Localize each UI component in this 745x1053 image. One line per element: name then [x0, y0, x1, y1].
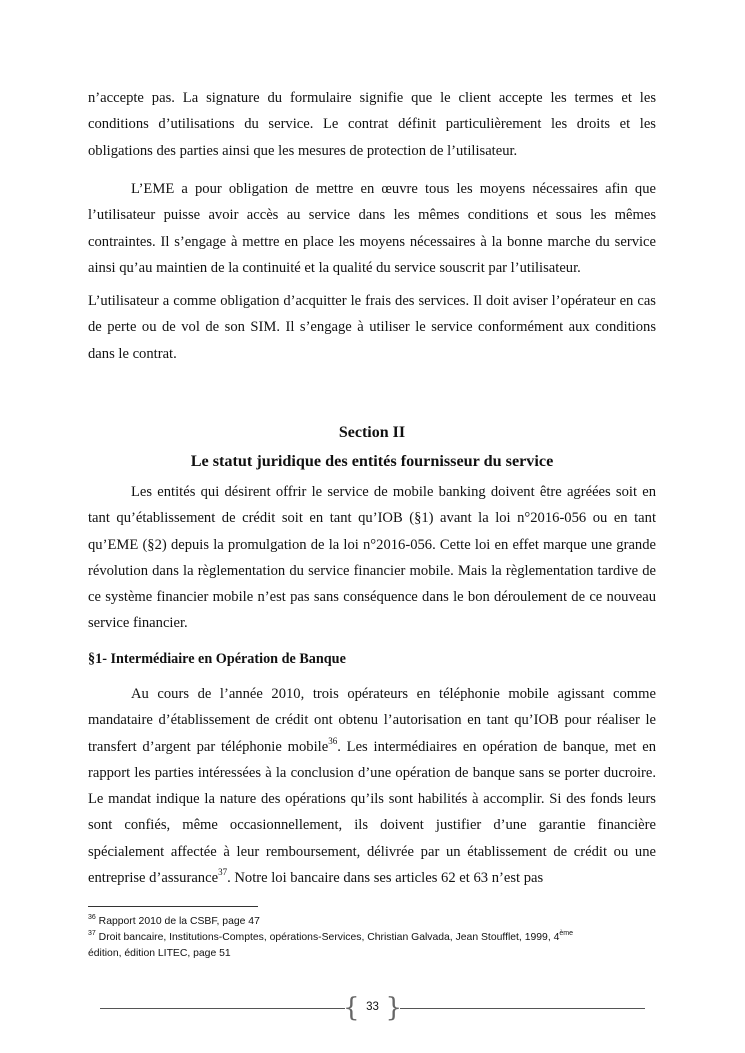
section-title: Le statut juridique des entités fournisseur du service	[190, 452, 554, 470]
footnote-separator	[88, 906, 258, 907]
paragraph-text-part: Au cours de l’année 2010, trois opérateurs en téléphonie mobile agissant comme mandataire d’établissement de crédit ont obtenu l’autorisation en tant qu’IOB pour réaliser le transfert d’argent par téléphonie mobile	[88, 686, 656, 755]
footnote-37	[88, 930, 648, 962]
paragraph-user-obligations	[88, 288, 656, 367]
footnote-text: Rapport 2010 de la CSBF, page 47	[95, 916, 260, 927]
subsection-title: §1- Intermédiaire en Opération de Banque	[88, 651, 346, 667]
paragraph-text	[88, 681, 656, 891]
right-brace-icon: }	[385, 993, 402, 1023]
footnote-text: édition, édition LITEC, page 51	[88, 948, 231, 959]
left-brace-icon: {	[343, 993, 360, 1023]
footnote-number: 37	[88, 929, 96, 937]
footnote-reference[interactable]: 36	[328, 735, 338, 746]
page-number: 33	[366, 1001, 379, 1013]
footnote-ordinal-suffix: ème	[559, 929, 574, 937]
paragraph-text: Les entités qui désirent offrir le service de mobile banking doivent être agréées soit en tant qu’établissement de crédit soit en tant qu’IOB (§1) avant la loi n°2016-056 ou en tant qu’EME (§2) depuis la promulgation de la loi n°2016-056. Cette loi en effet marque une grande révolution dans la règlementation du service financier mobile. Mais la règlementation tardive de ce système financier mobile n’est pas sans conséquence dans le bon déroulement de ce nouveau service financier.	[88, 484, 656, 632]
paragraph-text-part: . Les intermédiaires en opération de banque, met en rapport les parties intéressées à la conclusion d’une opération de banque sans se porter ducroire. Le mandat indique la nature des opérations qu’ils sont habilités à accomplir. Si des fonds leurs sont confiés, même occasionnellement, ils doivent justifier d’une garantie financière spécialement affectée à leur remboursement, délivrée par un établissement de crédit ou une entreprise d’assurance	[88, 738, 656, 887]
footnote-reference[interactable]: 37	[218, 867, 228, 878]
paragraph-contract-terms	[88, 85, 656, 164]
paragraph-eme-obligations	[88, 176, 656, 281]
page-footer	[100, 995, 645, 1023]
paragraph-iob	[88, 681, 656, 891]
section-number: Section II	[338, 424, 406, 441]
footnote-number: 36	[88, 913, 96, 921]
paragraph-text: n’accepte pas. La signature du formulaire signifie que le client accepte les termes et les conditions d’utilisations du service. Le contrat définit particulièrement les droits et les obligations des parties ainsi que les mesures de protection de l’utilisateur.	[88, 90, 656, 159]
footnote-36	[88, 914, 648, 930]
paragraph-text: L’EME a pour obligation de mettre en œuvre tous les moyens nécessaires afin que l’utilisateur puisse avoir accès au service dans les mêmes conditions et sous les mêmes contraintes. Il s’engage à mettre en place les moyens nécessaires à la bonne marche du service ainsi qu’au maintien de la continuité et la qualité du service souscrit par l’utilisateur.	[88, 181, 656, 276]
paragraph-text-part: . Notre loi bancaire dans ses articles 62 et 63 n’est pas	[227, 870, 544, 887]
paragraph-text: L’utilisateur a comme obligation d’acquitter le frais des services. Il doit aviser l’opérateur en cas de perte ou de vol de son SIM. Il s’engage à utiliser le service conformément aux conditions dans le contrat.	[88, 293, 656, 362]
paragraph-entities-intro	[88, 479, 656, 637]
footnotes	[88, 914, 648, 962]
footnote-text: Droit bancaire, Institutions-Comptes, opérations-Services, Christian Galvada, Jean Stoufflet, 1999, 4	[95, 932, 560, 943]
